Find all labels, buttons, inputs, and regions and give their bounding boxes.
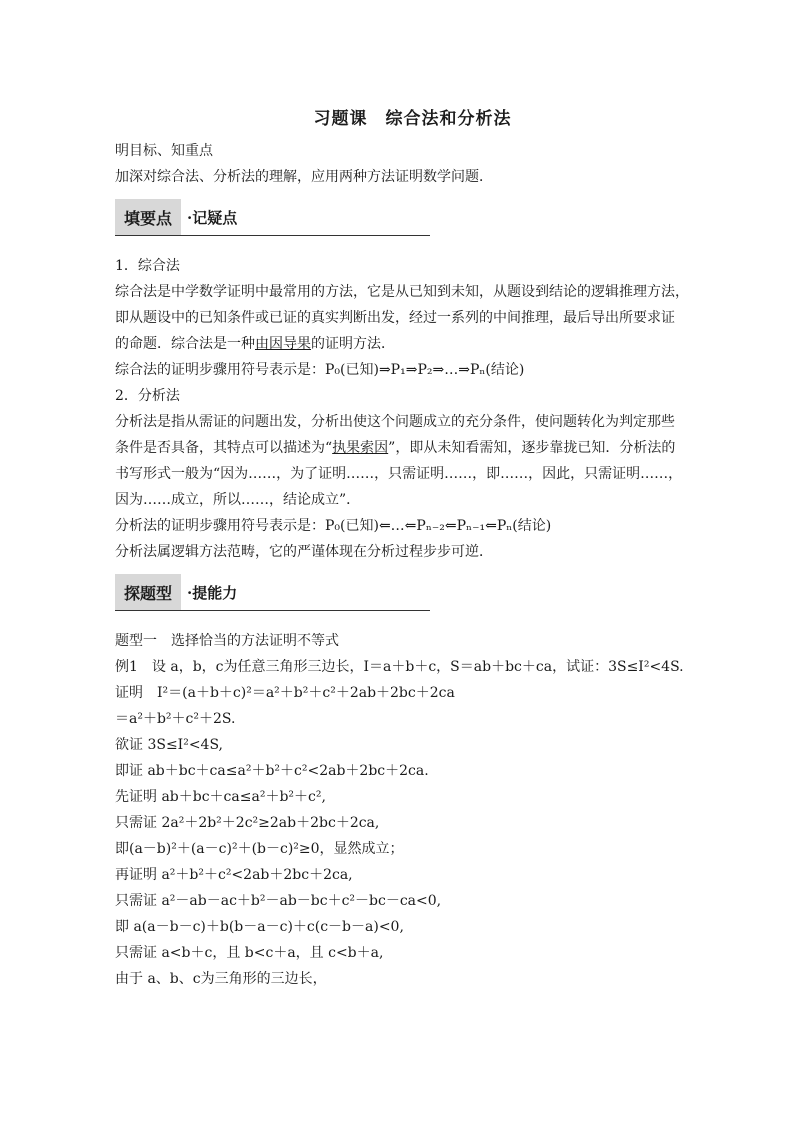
underlined-term: 执果索因 xyxy=(332,440,389,456)
proof-line: ＝a²＋b²＋c²＋2S. xyxy=(115,711,236,727)
proof-line: 欲证 3S≤I²<4S, xyxy=(115,737,224,753)
page-title: 习题课 综合法和分析法 xyxy=(313,109,512,129)
proof-line: 只需证 a²－ab－ac＋b²－ab－bc＋c²－bc－ca<0, xyxy=(115,893,442,909)
proof-line: 只需证 a<b＋c，且 b<c＋a，且 c<b＋a, xyxy=(115,945,384,961)
proof-line: 只需证 2a²＋2b²＋2c²≥2ab＋2bc＋2ca, xyxy=(115,815,380,831)
section-header-box: 探题型 xyxy=(115,574,181,610)
synthesis-text-line xyxy=(115,334,690,354)
document-page xyxy=(115,104,690,995)
proof-line: 即证 ab＋bc＋ca≤a²＋b²＋c²<2ab＋2bc＋2ca. xyxy=(115,763,429,779)
text-fragment: 条件是否具备，其特点可以描述为“ xyxy=(115,440,333,456)
section-header-box: 填要点 xyxy=(115,199,181,235)
synthesis-text-line: 综合法是中学数学证明中最常用的方法，它是从已知到未知，从题设到结论的逻辑推理方法， xyxy=(115,284,689,300)
analysis-note: 分析法属逻辑方法范畴，它的严谨体现在分析过程步步可逆． xyxy=(115,544,493,560)
section-header-key-points xyxy=(115,199,430,236)
proof-line: 先证明 ab＋bc＋ca≤a²＋b²＋c², xyxy=(115,789,326,805)
goal-heading: 明目标、知重点 xyxy=(115,143,213,159)
synthesis-text-line: 即从题设中的已知条件或已证的真实判断出发，经过一系列的中间推理，最后导出所要求证 xyxy=(115,310,675,326)
synthesis-heading: 1．综合法 xyxy=(115,258,180,274)
analysis-text-line: 书写形式一般为“因为……，为了证明……，只需证明……，即……，因此，只需证明……， xyxy=(115,466,683,482)
analysis-text-line: 因为……成立，所以……，结论成立”． xyxy=(115,492,361,508)
proof-line: 证明 I²＝(a＋b＋c)²＝a²＋b²＋c²＋2ab＋2bc＋2ca xyxy=(115,685,455,701)
proof-line: 再证明 a²＋b²＋c²<2ab＋2bc＋2ca, xyxy=(115,867,353,883)
proof-line: 由于 a、b、c为三角形的三边长， xyxy=(115,971,327,987)
section-header-sub: ·记疑点 xyxy=(187,208,238,227)
text-fragment: ”，即从未知看需知，逐步靠拢已知．分析法的 xyxy=(388,440,676,456)
proof-line: 即(a－b)²＋(a－c)²＋(b－c)²≥0，显然成立； xyxy=(115,841,404,857)
analysis-text-line: 分析法是指从需证的问题出发，分析出使这个问题成立的充分条件，使问题转化为判定那些 xyxy=(115,414,675,430)
text-fragment: 的证明方法． xyxy=(311,336,395,352)
analysis-steps: 分析法的证明步骤用符号表示是：P₀(已知)⇐…⇐Pₙ₋₂⇐Pₙ₋₁⇐Pₙ(结论) xyxy=(115,518,552,534)
goal-text: 加深对综合法、分析法的理解，应用两种方法证明数学问题． xyxy=(115,169,493,185)
section-header-problem-types xyxy=(115,574,430,611)
analysis-heading: 2．分析法 xyxy=(115,388,180,404)
text-fragment: 的命题．综合法是一种 xyxy=(115,336,255,352)
problem-type-heading: 题型一 选择恰当的方法证明不等式 xyxy=(115,633,339,649)
synthesis-steps: 综合法的证明步骤用符号表示是：P₀(已知)⇒P₁⇒P₂⇒…⇒Pₙ(结论) xyxy=(115,362,525,378)
underlined-term: 由因导果 xyxy=(255,336,311,352)
example-statement: 例1 设 a，b，c为任意三角形三边长，I＝a＋b＋c，S＝ab＋bc＋ca，试证：3S≤I²<4S. xyxy=(115,659,684,675)
section-header-sub: ·提能力 xyxy=(187,583,238,602)
proof-line: 即 a(a－b－c)＋b(b－a－c)＋c(c－b－a)<0, xyxy=(115,919,404,935)
analysis-text-line xyxy=(115,438,690,458)
